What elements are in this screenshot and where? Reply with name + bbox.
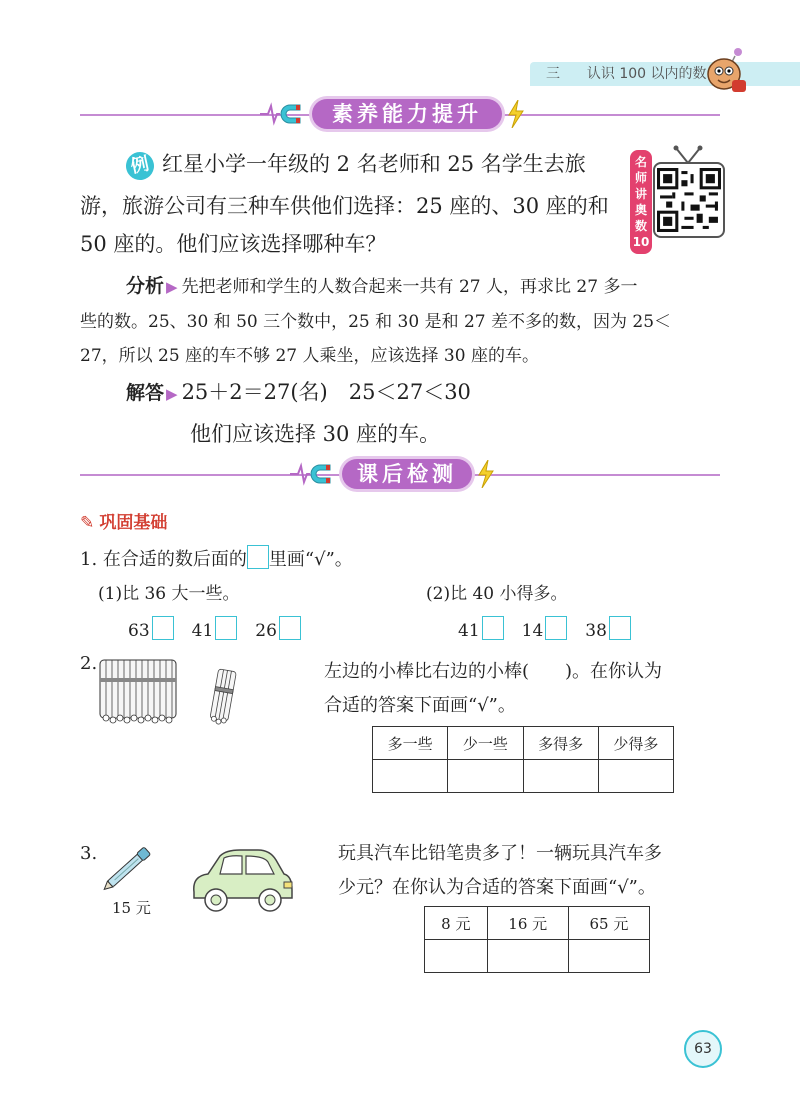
sub-section-label	[80, 508, 167, 533]
table-row	[425, 907, 650, 940]
q2-line-1: 左边的小棒比右边的小棒( )。在你认为	[324, 661, 663, 682]
section-banner-literacy: 素养能力提升	[312, 99, 502, 129]
page-number: 63	[684, 1030, 722, 1068]
answer-box[interactable]	[482, 616, 504, 640]
triangle-icon: ▶	[166, 385, 178, 403]
table-header-cell: 65 元	[568, 907, 649, 940]
table-row	[373, 727, 674, 760]
qr-tag-char: 奥	[634, 203, 647, 217]
answer-cell[interactable]	[487, 940, 568, 973]
answer-label: 解答	[126, 382, 165, 404]
answer-box[interactable]	[545, 616, 567, 640]
q1-part2-label: (2)比 40 小得多。	[426, 584, 568, 604]
q1-part1-options	[128, 616, 301, 643]
toy-car-icon	[186, 846, 296, 916]
lightning-icon	[506, 100, 526, 128]
q1-prompt	[80, 545, 353, 572]
analysis-line-1	[126, 274, 637, 299]
q1-suffix: 里画“√”。	[268, 549, 353, 570]
answer-cell[interactable]	[568, 940, 649, 973]
pen-icon	[96, 840, 160, 896]
stick-bundles-large-icon	[96, 652, 180, 728]
q3-line-2: 少元？在你认为合适的答案下面画“√”。	[338, 877, 656, 898]
example-line-1	[126, 150, 586, 180]
example-line-3: 50 座的。他们应该选择哪种车？	[80, 232, 387, 256]
q2-number: 2.	[80, 653, 98, 674]
qr-tag-char: 讲	[634, 187, 647, 201]
table-row	[373, 760, 674, 793]
answer-text: 25＋2＝27(名) 25＜27＜30	[181, 380, 471, 404]
analysis-label: 分析	[126, 275, 165, 297]
answer-cell[interactable]	[448, 760, 523, 793]
q2-answer-table	[372, 726, 674, 793]
example-badge: 例	[123, 149, 156, 182]
answer-cell[interactable]	[373, 760, 448, 793]
example-text: 红星小学一年级的 2 名老师和 25 名学生去旅	[162, 152, 586, 176]
triangle-icon: ▶	[166, 278, 178, 296]
q3-answer-table	[424, 906, 650, 973]
analysis-text: 先把老师和学生的人数合起来一共有 27 人，再求比 27 多一	[181, 277, 638, 297]
table-header-cell: 8 元	[425, 907, 488, 940]
magnet-icon	[260, 100, 306, 128]
mascot-icon	[702, 44, 750, 94]
qr-code[interactable]	[653, 162, 725, 238]
answer-cell[interactable]	[523, 760, 598, 793]
option-value: 41	[191, 621, 214, 641]
q3-line-1: 玩具汽车比铅笔贵多了！一辆玩具汽车多	[338, 843, 662, 864]
option-value: 26	[255, 621, 277, 641]
table-row	[425, 940, 650, 973]
answer-line-1	[126, 378, 471, 408]
table-header-cell: 少得多	[598, 727, 673, 760]
table-header-cell: 多得多	[523, 727, 598, 760]
q3-number: 3.	[80, 843, 98, 864]
q1-prefix: 1. 在合适的数后面的	[80, 549, 247, 570]
qr-tag-char: 10	[632, 235, 650, 249]
table-header-cell: 多一些	[373, 727, 448, 760]
chapter-header	[546, 62, 707, 86]
answer-line-2: 他们应该选择 30 座的车。	[190, 422, 441, 446]
section-banner-check: 课后检测	[342, 459, 472, 489]
option-value: 14	[521, 621, 544, 641]
analysis-line-2: 些的数。25、30 和 50 三个数中，25 和 30 是和 27 差不多的数，因为 25＜	[80, 312, 672, 332]
sub-section-text: 巩固基础	[99, 513, 168, 533]
table-header-cell: 16 元	[487, 907, 568, 940]
q1-sample-box	[247, 545, 269, 569]
analysis-line-3: 27，所以 25 座的车不够 27 人乘坐，应该选择 30 座的车。	[80, 346, 539, 366]
option-value: 41	[458, 621, 480, 641]
answer-cell[interactable]	[425, 940, 488, 973]
option-value: 38	[585, 621, 607, 641]
pencil-icon: ✎	[80, 513, 95, 533]
qr-tag-char: 数	[634, 219, 647, 233]
answer-box[interactable]	[215, 616, 237, 640]
lightning-icon	[476, 460, 496, 488]
option-value: 63	[128, 621, 150, 641]
qr-tag	[630, 150, 652, 254]
table-header-cell: 少一些	[448, 727, 523, 760]
pen-price: 15 元	[112, 899, 151, 917]
chapter-title: 认识 100 以内的数	[586, 66, 707, 82]
qr-tag-char: 名	[634, 155, 647, 169]
answer-cell[interactable]	[598, 760, 673, 793]
answer-box[interactable]	[152, 616, 174, 640]
magnet-icon	[290, 460, 336, 488]
answer-box[interactable]	[279, 616, 301, 640]
qr-code-icon	[657, 168, 721, 232]
stick-bundle-small-icon	[206, 666, 240, 726]
q1-part1-label: (1)比 36 大一些。	[98, 584, 240, 604]
qr-tag-char: 师	[634, 171, 647, 185]
q1-part2-options	[458, 616, 631, 643]
example-line-2: 游，旅游公司有三种车供他们选择：25 座的、30 座的和	[80, 194, 609, 218]
q2-line-2: 合适的答案下面画“√”。	[324, 695, 516, 716]
chapter-number: 三	[546, 66, 560, 82]
answer-box[interactable]	[609, 616, 631, 640]
